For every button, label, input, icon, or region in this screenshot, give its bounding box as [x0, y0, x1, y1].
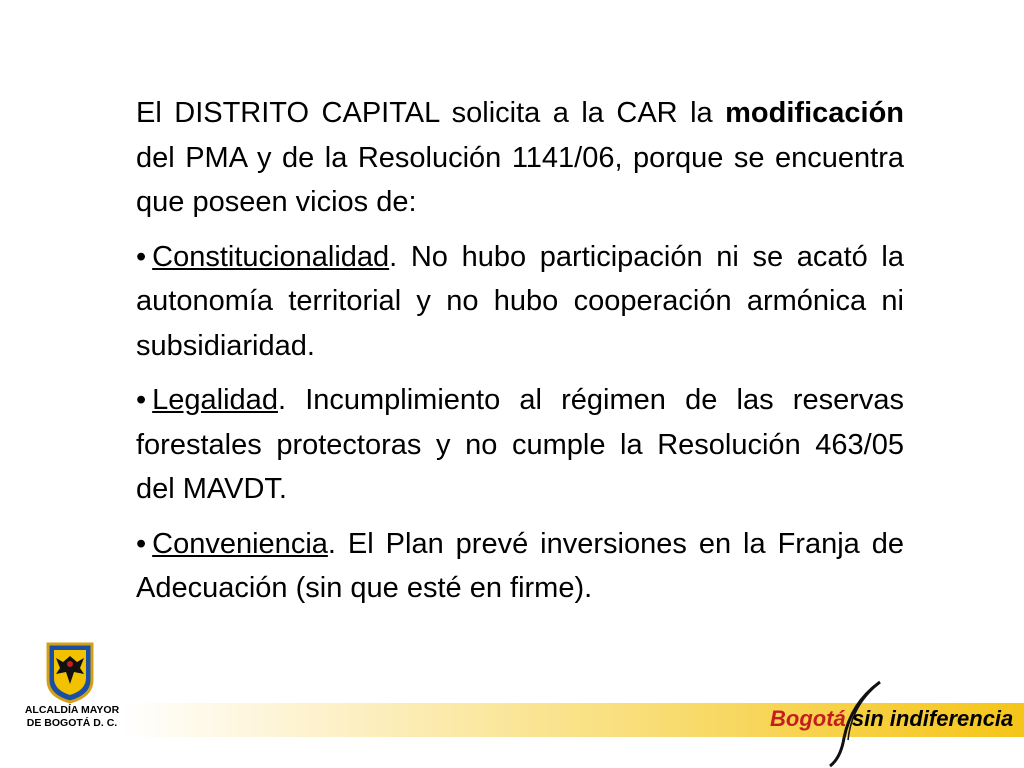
bullet-dot: • [136, 527, 147, 560]
bogota-coat-of-arms-icon [44, 642, 96, 704]
bullet-term: Legalidad [152, 384, 278, 416]
bullet-term: Conveniencia [152, 527, 328, 560]
intro-paragraph [136, 91, 904, 225]
org-line-2: DE BOGOTÁ D. C. [26, 717, 118, 729]
bullet-term: Constitucionalidad [152, 240, 390, 273]
bullet-dot: • [136, 384, 147, 416]
brand-sin-indiferencia: sin indiferencia [851, 706, 1014, 731]
intro-text-2: del PMA y de la Resolución 1141/06, porque se encuentra que poseen vicios de: [136, 141, 904, 218]
bullet-legalidad [136, 378, 904, 512]
intro-bold: modificación [725, 97, 904, 129]
brand-bogota: Bogotá [770, 706, 846, 731]
org-line-1: ALCALDÍA MAYOR [24, 704, 120, 716]
brand-slogan [770, 704, 1013, 734]
bullet-text: . Incumplimiento al régimen de las reservas forestales protectoras y no cumple la Resolución 463/05 del MAVDT. [136, 384, 904, 505]
slide-body [136, 91, 904, 621]
alcaldia-logo-text [22, 704, 122, 730]
bullet-constitucionalidad [136, 235, 904, 369]
bullet-text: . No hubo participación ni se acató la autonomía territorial y no hubo cooperación armónica ni subsidiaridad. [136, 240, 904, 362]
bullet-text: . El Plan prevé inversiones en la Franja de Adecuación (sin que esté en firme). [136, 527, 904, 604]
intro-text-1: El DISTRITO CAPITAL solicita a la CAR la [136, 97, 726, 129]
bullet-dot: • [136, 240, 147, 273]
bullet-conveniencia [136, 522, 904, 611]
